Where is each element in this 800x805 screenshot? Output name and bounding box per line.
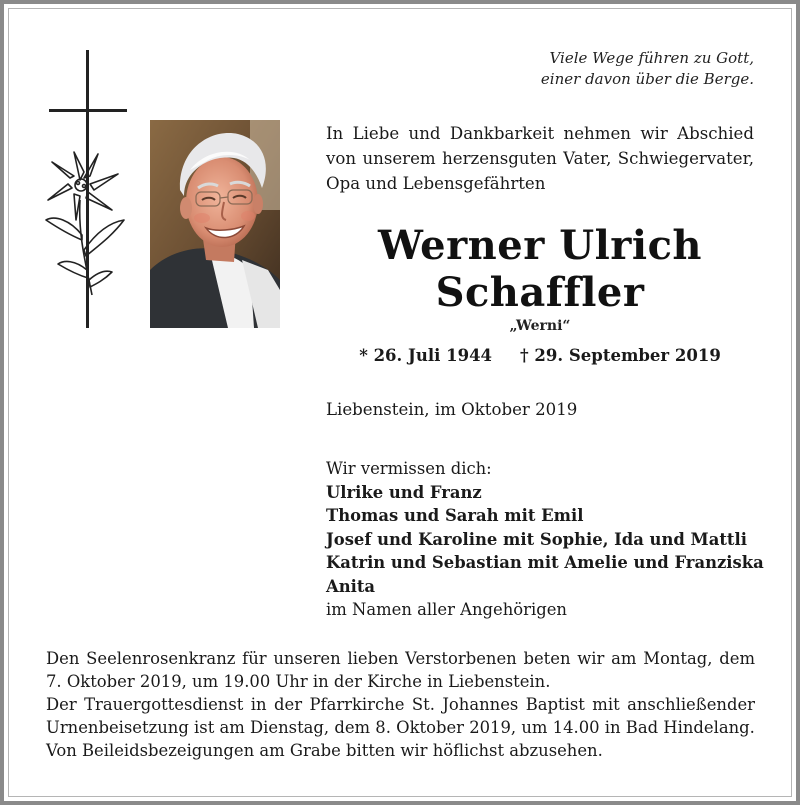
deceased-last-name: Schaffler	[435, 269, 645, 316]
service-notice	[46, 647, 755, 762]
notice-condolences: Von Beileidsbezeigungen am Grabe bitten wir höflichst abzusehen.	[46, 741, 603, 760]
motto-line-2: einer davon über die Berge.	[540, 70, 754, 88]
deceased-first-names: Werner Ulrich	[378, 222, 702, 269]
cross-edelweiss-icon	[40, 50, 140, 332]
place-date: Liebenstein, im Oktober 2019	[326, 400, 578, 419]
family-intro: Wir vermissen dich:	[326, 459, 492, 478]
nickname: „Werni“	[509, 318, 571, 334]
intro-text: In Liebe und Dankbarkeit nehmen wir Abschied von unserem herzensguten Vater, Schwiegervater, Opa und Lebensgefährten	[326, 124, 754, 193]
family-closing: im Namen aller Angehörigen	[326, 600, 567, 619]
notice-funeral: Der Trauergottesdienst in der Pfarrkirche St. Johannes Baptist mit anschließender Urnenbeisetzung ist am Dienstag, dem 8. Oktober 2019, um 14.00 in Bad Hindelang.	[46, 695, 755, 737]
family-member: Ulrike und Franz	[326, 482, 482, 502]
family-member: Anita	[326, 576, 376, 596]
deceased-name	[326, 222, 754, 316]
birth-date: * 26. Juli 1944	[359, 346, 493, 365]
family-member: Katrin und Sebastian mit Amelie und Franziska	[326, 553, 764, 572]
motto	[541, 48, 754, 90]
family-member: Thomas und Sarah mit Emil	[326, 506, 584, 525]
notice-rosary: Den Seelenrosenkranz für unseren lieben Verstorbenen beten wir am Montag, dem 7. Oktober 2019, um 19.00 Uhr in der Kirche in Liebenstein.	[46, 649, 755, 691]
portrait-photo	[150, 120, 280, 328]
motto-line-1: Viele Wege führen zu Gott,	[549, 49, 754, 67]
family-member: Josef und Karoline mit Sophie, Ida und Mattli	[326, 529, 747, 549]
family-list	[326, 457, 764, 622]
death-date: † 29. September 2019	[520, 346, 721, 365]
life-dates	[326, 346, 754, 365]
